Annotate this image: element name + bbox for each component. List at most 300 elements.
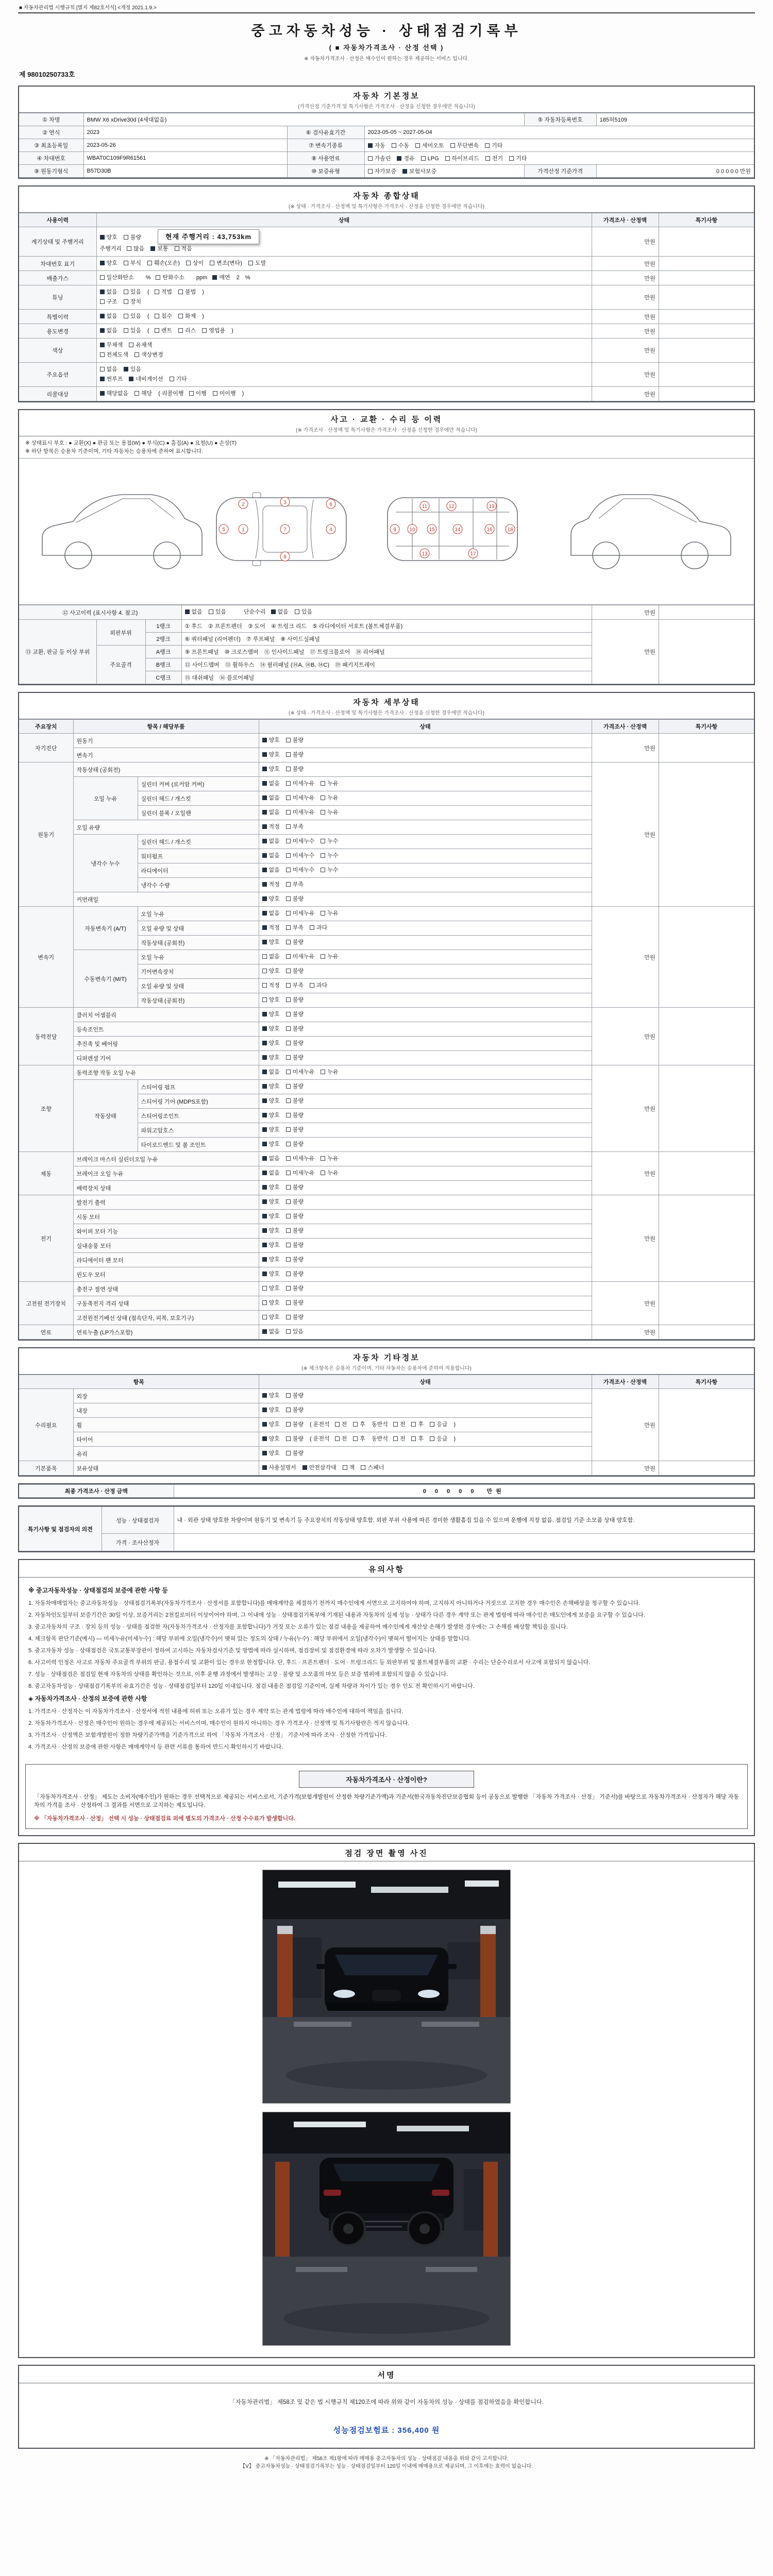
state-line [262,909,589,919]
checkbox-option: 자동 [368,141,385,149]
section-final-price [18,1483,755,1499]
car-diagram [27,463,746,599]
checkbox-option: 적정 [262,822,280,832]
section-accident-title: 사고 · 교환 · 수리 등 이력 [330,415,443,424]
table-row [19,338,754,363]
device-label: 원동기 [19,762,73,907]
state-line [262,1391,589,1401]
checkbox [321,781,325,786]
item-label: 타이로드엔드 및 볼 조인트 [138,1138,259,1152]
section-overall-header [19,187,754,213]
svg-text:18: 18 [507,527,513,533]
checkbox [186,261,191,265]
checkbox-option: 후 [353,1434,365,1444]
device-label: 수리필요 [19,1389,73,1461]
item-label: 냉각수 수량 [138,878,259,892]
final-price-digits: 0 0 0 0 0 [423,1488,478,1495]
col-price: 가격조사 · 산정액 [592,1375,659,1389]
checkbox-option: 없음 [262,808,280,818]
checkbox [170,377,174,381]
item-sub-label: 자동변속기 (A/T) [73,907,138,950]
note-cell [659,1325,754,1340]
state-text: ( [147,289,149,295]
checkbox-option: 부식 [124,259,141,268]
checkbox-checked [262,911,267,916]
state-text: 주행거리 [99,246,122,252]
remarks-label: 특기사항 및 점검자의 의견 [19,1507,102,1551]
checkbox [178,290,183,294]
checkbox [248,261,253,265]
state-line [262,1434,589,1444]
checkbox-checked [100,391,105,396]
svg-text:3: 3 [283,500,287,505]
item-label: 시동 모터 [73,1210,259,1224]
state-line [262,938,589,947]
first-reg-value: 2023-05-26 [83,139,287,152]
state-line [262,1449,589,1459]
state-line [100,365,589,375]
document-page [18,0,755,2475]
accident-history-table [19,605,754,684]
state-cell [259,1152,592,1166]
checkbox-option: 없음 [262,1168,280,1178]
section-etc-note: (※ 체크항목은 승용차 기준이며, 기타 자동차는 승용차에 준하여 적용합니다) [301,1366,472,1371]
detail-condition-table [19,719,754,1340]
page-title: 중고자동차성능 · 상태점검기록부 [251,23,522,39]
checkbox-option: 불량 [286,1212,304,1222]
checkbox-option: 해당 [135,389,152,399]
state-line [262,1024,589,1034]
state-cell [259,1123,592,1138]
state-line [262,822,589,832]
checkbox-option: 미세누유 [286,779,315,789]
checkbox-option: 썬루프 [100,375,123,384]
state-line [262,967,589,976]
rank-items: ⑨ 프론트패널 ⑩ 크로스멤버 ⑪ 인사이드패널 ⑰ 트렁크플로어 ⑱ 리어패널 [181,646,592,658]
checkbox-option: 양호 [262,1420,280,1430]
item-label: 기어변속장치 [138,964,259,979]
checkbox-option: 부족 [286,981,304,991]
state-cell [96,257,592,271]
checkbox [213,391,217,396]
form-reference: ■ 자동차관리법 시행규칙 [별지 제82호서식] <개정 2021.1.9.> [18,3,755,13]
notice-item: 8. 중고자동차성능 · 상태점검기록부의 유효기간은 성능 · 상태점검일부터 120일 이내입니다. 점검 내용은 점검일 기준이며, 실제 차량과 차이가 있는 경우 인도 전 확인하시기 바랍니다. [28,1683,475,1689]
checkbox [321,1171,325,1175]
checkbox-option: 불량 [286,1434,304,1444]
table-header-row [19,720,754,734]
checkbox [262,1300,267,1305]
use-history-label: 특별이력 [19,310,96,324]
document-header [18,20,755,62]
checkbox [286,1084,291,1089]
reg-no-label: ⑤ 자동차등록번호 [524,113,596,126]
car-name-value: BMW X6 xDrive30d (4세대없음) [83,113,524,126]
col-note: 특기사항 [659,1375,754,1389]
state-cell [259,1022,592,1037]
checkbox-option: 누유 [321,779,338,789]
state-cell [259,863,592,878]
checkbox [509,156,514,161]
checkbox [393,1422,398,1427]
state-cell [259,878,592,892]
checkbox-option: 도말 [248,259,266,268]
use-history-label: 용도변경 [19,324,96,338]
section-accident-history [18,409,755,685]
checkbox-option: 무단변속 [450,141,479,149]
remarks-table [19,1506,754,1551]
checkbox-checked [262,1436,267,1441]
notice-item: 6. 사고이력 인정은 사고로 자동차 주요골격 부위의 판금, 용접수리 및 교환이 있는 경우로 한정합니다. 단, 후드 · 프론트펜더 · 도어 · 트렁크리드 등 외판부위 및 볼트체결부품의 교환 · 수리는 단순수리로서 사고에 포함되지 않습니다. [28,1659,591,1666]
table-row [19,139,754,152]
state-line [100,375,589,384]
checkbox-checked [262,1026,267,1031]
checkbox-option: 훼손(오손) [147,259,180,268]
use-history-label: 배출가스 [19,271,96,285]
rank-items: ⑥ 쿼터패널 (리어펜더) ⑦ 루프패널 ⑧ 사이드실패널 [181,633,592,646]
rank-label: C랭크 [145,671,181,684]
checkbox-option: 불량 [286,1226,304,1236]
state-cell [96,285,592,310]
checkbox [286,1393,291,1398]
photo-front-illustration [263,1870,510,2103]
section-detail-header [19,693,754,719]
etc-info-table [19,1375,754,1476]
checkbox-option: 해당없음 [100,389,129,399]
checkbox [124,328,128,333]
state-line [100,350,589,360]
checkbox-option: 적음 [175,244,192,254]
section-signature-header [19,2366,754,2383]
state-cell [259,1311,592,1325]
checkbox [286,1026,291,1031]
definition-title: 자동차가격조사 · 산정이란? [299,1771,474,1788]
checkbox-option: 기타 [170,375,187,384]
checkbox-option: 전 [335,1434,347,1444]
svg-text:9: 9 [393,527,396,533]
checkbox-option: 누유 [321,1067,338,1077]
final-price-table [19,1484,754,1498]
accident-history-label: ⑫ 사고이력 (표시사항 4. 참고) [19,605,181,620]
checkbox [286,983,291,988]
state-cell [259,1109,592,1123]
state-cell [259,777,592,791]
year-value: 2023 [83,126,287,139]
state-cell [259,1296,592,1311]
checkbox [124,314,128,318]
device-label: 자기진단 [19,734,73,762]
checkbox-option: 있음 [286,1327,304,1337]
notice-item: 4. 가격조사 · 산정의 보증에 관한 사항은 매매계약서 등 관련 서류를 통하여 반드시 확인하시기 바랍니다. [28,1744,283,1750]
svg-text:16: 16 [486,527,493,533]
state-cell [259,1267,592,1282]
checkbox-option: 양호 [262,736,280,745]
checkbox-option: 누유 [321,1168,338,1178]
state-cell [259,762,592,777]
definition-note: ※ 「자동차가격조사 · 산정」 선택 시 성능 · 상태점검료 외에 별도의 가격조사 · 산정 수수료가 발생합니다. [34,1816,295,1822]
checkbox-checked [262,795,267,800]
checkbox-option: 적법 [155,287,172,297]
state-line [262,1241,589,1250]
checkbox-option: 양호 [262,1313,280,1323]
state-line [262,793,589,803]
checkbox-option: 없음 [100,287,117,297]
checkbox-option: 적정 [262,923,280,933]
checkbox-option: 양호 [262,1053,280,1063]
note-cell [659,324,754,338]
checkbox-checked [212,275,217,280]
checkbox-option: 적정 [262,981,280,991]
checkbox-checked [262,1214,267,1218]
checkbox-checked [100,314,105,318]
price-cell: 만원 [592,1195,659,1282]
checkbox-option: 양호 [262,1255,280,1265]
note-cell [659,907,754,1008]
col-state: 상태 [259,720,592,734]
checkbox [124,290,128,294]
state-cell [259,1432,592,1447]
state-line [262,1313,589,1323]
checkbox [430,1436,434,1441]
page-footer [18,2455,755,2475]
checkbox [286,1228,291,1233]
checkbox-option: 보험사보증 [402,167,436,175]
checkbox-option: 전체도색 [100,350,129,360]
item-label: 스티어링 펌프 [138,1080,259,1094]
checkbox [445,156,450,161]
svg-text:4: 4 [329,527,332,533]
price-cell: 만원 [592,605,659,620]
state-line [262,1284,589,1294]
checkbox [155,290,159,294]
checkbox-option: 장치 [124,297,141,307]
checkbox-option: 양호 [262,1241,280,1250]
note-cell [659,271,754,285]
checkbox-option: 상이 [186,259,204,268]
item-label: 작동상태 (공회전) [138,993,259,1008]
use-history-label: 주요옵션 [19,363,96,387]
item-label: 구동축전지 격리 상태 [73,1296,259,1311]
checkbox [485,143,490,148]
photo-rear-illustration [263,2112,510,2345]
checkbox-checked [262,882,267,887]
checkbox-option: 자가보증 [368,167,397,175]
state-text: ( 운전석 [310,1421,330,1428]
device-label: 기본품목 [19,1461,73,1476]
checkbox-checked [262,1465,267,1470]
checkbox-option: 불량 [286,1405,304,1415]
checkbox-option: 침수 [155,312,172,321]
item-label: 실린더 커버 (로커암 커버) [138,777,259,791]
checkbox-option: 양호 [100,259,117,268]
checkbox-option: 불량 [286,1024,304,1034]
state-text: 동반석 [371,1436,388,1442]
state-text: % [140,275,151,281]
item-label: 타이어 [73,1432,259,1447]
table-row [19,363,754,387]
table-row [19,1152,754,1166]
signature-body [19,2383,754,2448]
section-photos-header [19,1844,754,1861]
checkbox-option: 응급 [430,1420,447,1430]
checkbox [286,1243,291,1247]
state-text: 단순수리 [232,609,266,615]
use-history-label: 색상 [19,338,96,363]
notice-list-performance [28,1599,745,1690]
device-label: 제동 [19,1152,73,1195]
checkbox-option: 전 [335,1420,347,1430]
state-cell [259,950,592,964]
item-label: 발전기 출력 [73,1195,259,1210]
checkbox-option: 전기 [485,154,503,162]
checkbox-option: 불량 [286,1197,304,1207]
checkbox-option: 후 [353,1420,365,1430]
checkbox [286,781,291,786]
section-accident-header [19,410,754,436]
state-cell [259,1461,592,1476]
base-price-value [596,165,754,178]
col-item: 항목 / 해당부품 [73,720,259,734]
checkbox-option: 양호 [262,1010,280,1020]
checkbox-checked [262,1156,267,1161]
checkbox [353,1422,358,1427]
checkbox [321,954,325,959]
section-detail-note: (※ 상태 · 가격조사 · 산정액 및 특기사항은 가격조사 · 산정을 신청한 경우에만 적습니다) [289,710,484,716]
checkbox-option: 탄화수소 [156,273,184,283]
checkbox-option: 불법 [178,287,196,297]
checkbox [286,1436,291,1441]
state-cell [259,1181,592,1195]
note-cell [659,338,754,363]
svg-text:19: 19 [489,504,495,510]
state-text: ) [242,391,244,397]
state-cell [96,363,592,387]
base-price-label: 가격산정 기준가격 [524,165,596,178]
checkbox [286,925,291,930]
car-name-label: ① 차명 [19,113,83,126]
item-label: 오일 유량 및 상태 [138,979,259,993]
price-cell: 만원 [592,324,659,338]
item-label: 보유상태 [73,1461,259,1476]
checkbox [262,983,267,988]
definition-body: 「자동차가격조사 · 산정」 제도는 소비자(매수인)가 원하는 경우 선택적으로 제공되는 서비스로서, 기준가격(보험개발원이 산정한 차량기준가액)과 기준서(한국자동차진단보증협회 등이 공동으로 발행한 「자동차 가격조사 · 산정」 기준서)를 바탕으로 자동차가격조사 · 산정자가 해당 자동차의 가격을 조사 · 산정하여 그 결과를 서면으로 고지하는 제도입니다. [34,1794,739,1808]
note-cell [659,734,754,762]
item-sub-label: 냉각수 누수 [73,835,138,892]
item-label: 원동기 [73,734,259,748]
checkbox-option: 양호 [262,1434,280,1444]
svg-text:17: 17 [470,551,476,557]
state-text: ) [202,313,204,319]
state-cell [259,1224,592,1239]
item-label: 고전원전기배선 상태 (접속단자, 피복, 보호기구) [73,1311,259,1325]
table-row [19,285,754,310]
checkbox-option: 미세누수 [286,837,315,846]
footer-line-1: ※ 「자동차관리법」 제58조 제1항에 따라 매매용 중고자동차의 성능 · 상태점검 내용을 위와 같이 고지합니다. [264,2456,509,2462]
first-reg-label: ③ 최초등록일 [19,139,83,152]
item-label: 와이퍼 모터 기능 [73,1224,259,1239]
price-cell: 만원 [592,310,659,324]
checkbox-option: 불량 [286,765,304,774]
state-line [262,894,589,904]
checkbox [100,352,105,357]
col-item: 항목 [19,1375,259,1389]
state-text: 2 % [236,275,250,281]
item-sub-label: 작동상태 [73,1080,138,1152]
table-row [19,762,754,777]
state-cell [259,791,592,806]
section-etc-info [18,1347,755,1477]
item-sub-label: 수동변속기 (M/T) [73,950,138,1008]
note-cell [659,363,754,387]
section-remarks [18,1505,755,1552]
checkbox-option: 무채색 [100,341,123,350]
state-text: ( 운전석 [310,1436,330,1442]
checkbox-option: 화재 [178,312,196,321]
checkbox [286,1199,291,1204]
checkbox-option: 없음 [262,851,280,861]
state-cell [96,310,592,324]
price-cell: 만원 [592,907,659,1008]
state-line [262,1140,589,1149]
table-row [19,271,754,285]
state-text: ) [231,328,233,334]
checkbox [321,868,325,872]
table-row [19,907,754,921]
state-cell [96,387,592,401]
notice-list-appraisal [28,1707,745,1751]
checkbox [286,868,291,872]
state-cell [259,1447,592,1461]
checkbox-option: 잭 [343,1463,355,1473]
checkbox [392,143,396,148]
checkbox [286,824,291,829]
checkbox-option: 일산화탄소 [100,273,134,283]
checkbox [189,391,194,396]
car-diagram-rear-view [571,495,731,569]
section-detail-condition [18,692,755,1341]
checkbox-option: 없음 [262,793,280,803]
note-cell [659,1282,754,1325]
price-cell: 만원 [592,620,659,684]
section-notice-title: 유의사항 [368,1565,405,1574]
checkbox-option: 불량 [286,1183,304,1193]
mileage-highlight: 현재 주행거리 : 43,753km [158,229,259,244]
checkbox [178,314,183,318]
table-row [19,620,754,633]
state-cell [259,1389,592,1403]
state-cell [96,324,592,338]
svg-text:13: 13 [422,551,428,557]
checkbox [262,1315,267,1319]
checkbox-checked [262,1422,267,1427]
checkbox [124,261,128,265]
svg-text:8: 8 [283,554,287,560]
price-cell: 만원 [592,363,659,387]
reg-no-value: 185허5109 [596,113,754,126]
table-row [19,1461,754,1476]
checkbox-checked [303,1465,307,1470]
checkbox-option: 있음 [124,365,141,375]
state-line [262,1154,589,1164]
checkbox [310,983,314,988]
checkbox-option: 불량 [286,967,304,976]
notice-item: 7. 성능 · 상태점검은 점검일 현재 자동차의 상태를 확인하는 것으로, 이후 운행 과정에서 발생하는 고장 · 불량 및 소모품의 마모 등은 보증 범위에 포함되지 않을 수 있습니다. [28,1671,448,1677]
base-price-unit: 만원 [740,168,751,175]
car-diagram-front-view [42,495,202,569]
col-state: 상태 [96,213,592,227]
checkbox-option: 미이행 [213,389,236,399]
checkbox-option: 없음 [271,607,289,617]
checkbox-option: 구조 [100,297,117,307]
